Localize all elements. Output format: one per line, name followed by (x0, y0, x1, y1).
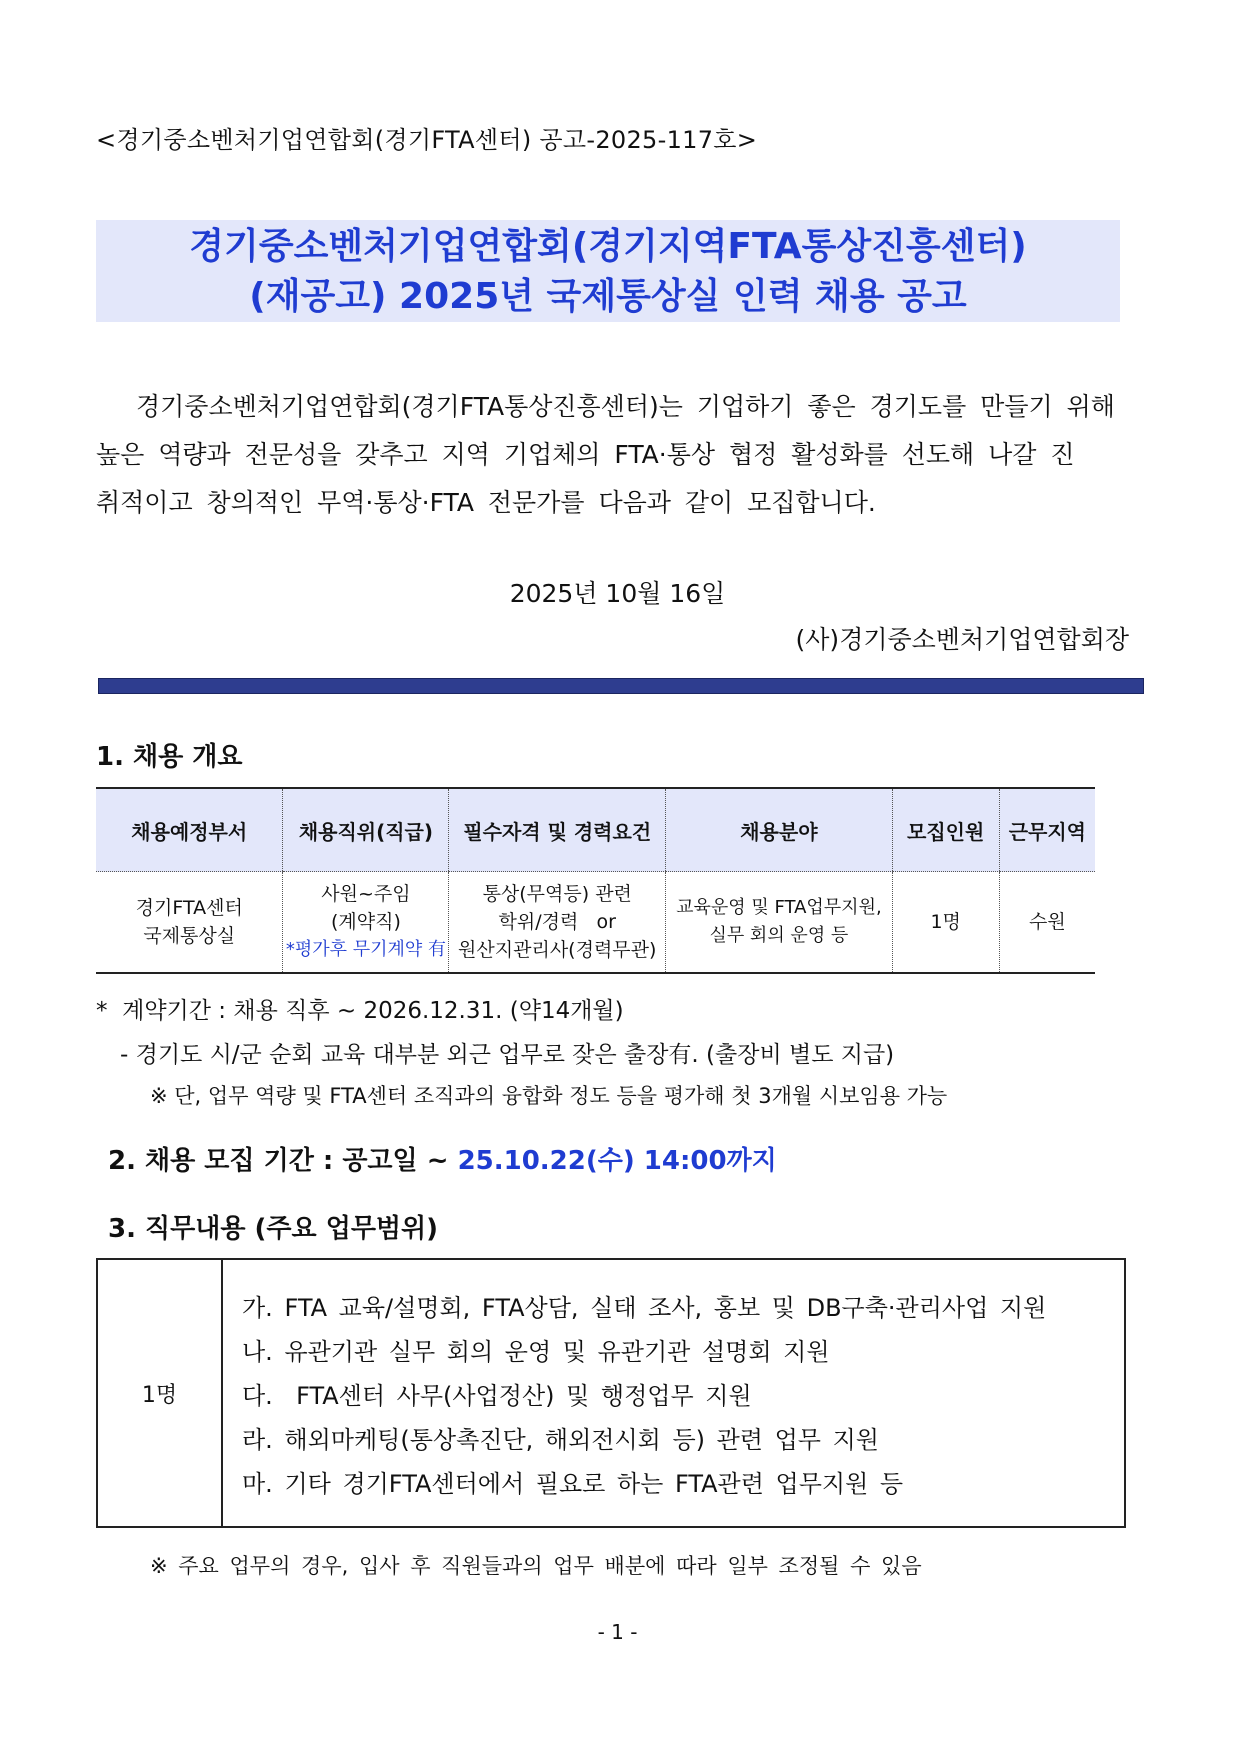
probation-note: ※ 단, 업무 역량 및 FTA센터 조직과의 융합화 정도 등을 평가해 첫 3개월 시보임용 가능 (150, 1084, 948, 1108)
header-dept: 채용예정부서 (96, 788, 283, 872)
section-3-heading: 3. 직무내용 (주요 업무범위) (108, 1214, 439, 1244)
duty-remark: ※ 주요 업무의 경우, 입사 후 직원들과의 업무 배분에 따라 일부 조정될 수 있음 (150, 1554, 922, 1578)
section-1-heading: 1. 채용 개요 (96, 742, 243, 772)
duty-headcount: 1명 (98, 1260, 223, 1526)
intro-paragraph (96, 383, 1129, 527)
header-count: 모집인원 (892, 788, 999, 872)
cell-qualification (449, 872, 666, 974)
travel-note: - 경기도 시/군 순회 교육 대부분 외근 업무로 잦은 출장有. (출장비 별도 지급) (120, 1042, 895, 1068)
cell-count: 1명 (892, 872, 999, 974)
overview-header-row (96, 788, 1095, 872)
qual-line-2: 학위/경력 or (498, 911, 616, 933)
list-item: 마. 기타 경기FTA센터에서 필요로 하는 FTA관련 업무지원 등 (242, 1470, 904, 1498)
list-item: 라. 해외마케팅(통상촉진단, 해외전시회 등) 관련 업무 지원 (242, 1426, 879, 1454)
contract-period-note: * 계약기간 : 채용 직후 ~ 2026.12.31. (약14개월) (96, 998, 624, 1024)
cell-dept (96, 872, 283, 974)
header-field: 채용분야 (666, 788, 893, 872)
cell-field (666, 872, 893, 974)
notice-date: 2025년 10월 16일 (509, 579, 726, 608)
dept-line-2: 국제통상실 (143, 925, 236, 947)
list-item: 가. FTA 교육/설명회, FTA상담, 실태 조사, 홍보 및 DB구축·관리사업 지원 (242, 1294, 1047, 1322)
field-line-1: 교육운영 및 FTA업무지원, (676, 897, 882, 918)
issuer-name: (사)경기중소벤처기업연합회장 (795, 625, 1129, 654)
notice-number: <경기중소벤처기업연합회(경기FTA센터) 공고-2025-117호> (96, 126, 758, 154)
qual-line-1: 통상(무역등) 관련 (482, 883, 632, 905)
section-2-prefix: 2. 채용 모집 기간 : 공고일 ~ (108, 1146, 458, 1176)
intro-line-1: 경기중소벤처기업연합회(경기FTA통상진흥센터)는 기업하기 좋은 경기도를 만들기 위해 (136, 392, 1115, 421)
duty-table (96, 1258, 1126, 1528)
duty-list (242, 1286, 1046, 1506)
qual-line-3: 원산지관리사(경력무관) (458, 939, 657, 961)
header-position: 채용직위(직급) (283, 788, 449, 872)
application-deadline: 25.10.22(수) 14:00까지 (457, 1146, 777, 1176)
position-line-2: (계약직) (330, 911, 401, 933)
overview-table (96, 787, 1095, 974)
section-2-heading (108, 1140, 777, 1177)
document-title (96, 220, 1120, 322)
page-number: - 1 - (597, 1620, 638, 1644)
intro-line-3: 취적이고 창의적인 무역·통상·FTA 전문가를 다음과 같이 모집합니다. (96, 488, 876, 517)
title-line-2: (재공고) 2025년 국제통상실 인력 채용 공고 (249, 276, 967, 317)
header-location: 근무지역 (999, 788, 1095, 872)
list-item: 다. FTA센터 사무(사업정산) 및 행정업무 지원 (242, 1382, 752, 1410)
field-line-2: 실무 회의 운영 등 (709, 925, 849, 946)
title-line-1: 경기중소벤처기업연합회(경기지역FTA통상진흥센터) (189, 226, 1027, 267)
cell-position (283, 872, 449, 974)
table-row (96, 872, 1095, 974)
dept-line-1: 경기FTA센터 (135, 897, 243, 919)
section-divider (98, 678, 1144, 694)
position-note: *평가후 무기계약 有 (285, 939, 446, 960)
list-item: 나. 유관기관 실무 회의 운영 및 유관기관 설명회 지원 (242, 1338, 830, 1366)
intro-line-2: 높은 역량과 전문성을 갖추고 지역 기업체의 FTA·통상 협정 활성화를 선도해 나갈 진 (96, 440, 1075, 469)
header-qualification: 필수자격 및 경력요건 (449, 788, 666, 872)
cell-location: 수원 (999, 872, 1095, 974)
position-line-1: 사원~주임 (321, 883, 411, 905)
